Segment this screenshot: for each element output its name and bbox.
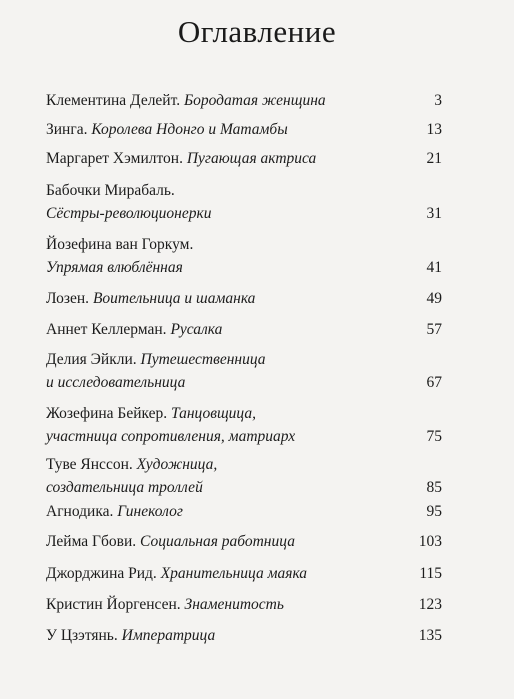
entry-description: Хранительница маяка [160,565,308,582]
entry-page-number: 95 [426,503,442,520]
entry-page-number: 3 [434,92,442,109]
entry-author: Джорджина Рид. [46,565,157,582]
entry-author: Зинга. [46,121,88,138]
entry-description: Бородатая женщина [183,92,326,109]
entry-author: Лейма Гбови. [46,533,137,550]
entry-page-number: 123 [418,596,442,613]
entry-page-number: 115 [419,565,442,582]
toc-entry [46,147,442,170]
entry-page-number: 41 [426,259,442,276]
toc-entry [46,118,442,141]
entry-description: Художница, [136,456,218,473]
toc-entry [46,402,442,448]
entry-description: Русалка [170,321,223,338]
toc-entry [46,179,442,225]
toc-entry [46,593,442,616]
entry-description-continued: участница сопротивления, матриарх [46,428,296,445]
entry-page-number: 75 [426,428,442,445]
entry-description: Сёстры-революционерки [46,205,212,222]
entry-page-number: 135 [418,627,442,644]
entry-description: Знаменитость [184,596,284,613]
entry-page-number: 103 [418,533,442,550]
entry-description-continued: и исследовательница [46,374,186,391]
entry-page-number: 21 [426,150,442,167]
entry-description: Упрямая влюблённая [46,259,183,276]
entry-page-number: 13 [426,121,442,138]
entry-description: Пугающая актриса [186,150,317,167]
entry-description: Гинеколог [117,503,183,520]
entry-author: Аннет Келлерман. [46,321,167,338]
toc-entry [46,562,442,585]
entry-author: Бабочки Мирабаль. [46,182,175,199]
entry-author: Жозефина Бейкер. [46,405,168,422]
toc-entry [46,500,442,523]
entry-author: Агнодика. [46,503,114,520]
toc-entry [46,318,442,341]
entry-description: Социальная работница [140,533,295,550]
entry-page-number: 67 [426,374,442,391]
entry-page-number: 57 [426,321,442,338]
entry-description: Королева Ндонго и Матамбы [91,121,288,138]
entry-description: Путешественница [140,351,266,368]
toc-entry [46,348,442,394]
entry-page-number: 85 [426,479,442,496]
toc-entry [46,530,442,553]
entry-page-number: 49 [426,290,442,307]
entry-author: Йозефина ван Горкум. [46,236,194,253]
entry-author: Лозен. [46,290,90,307]
entry-author: Кристин Йоргенсен. [46,596,181,613]
entry-author: Туве Янссон. [46,456,133,473]
entry-description: Императрица [121,627,216,644]
toc-entry [46,453,442,499]
entry-author: Делия Эйкли. [46,351,137,368]
toc-entry [46,287,442,310]
entry-description: Воительница и шаманка [92,290,256,307]
toc-entry [46,624,442,647]
entry-author: Клементина Делейт. [46,92,181,109]
entry-author: Маргарет Хэмилтон. [46,150,183,167]
toc-entry [46,89,442,112]
entry-author: У Цзэтянь. [46,627,118,644]
entry-description: Танцовщица, [171,405,256,422]
page-title: Оглавление [177,14,337,49]
entry-description-continued: создательница троллей [46,479,203,496]
toc-entry [46,233,442,279]
entry-page-number: 31 [426,205,442,222]
